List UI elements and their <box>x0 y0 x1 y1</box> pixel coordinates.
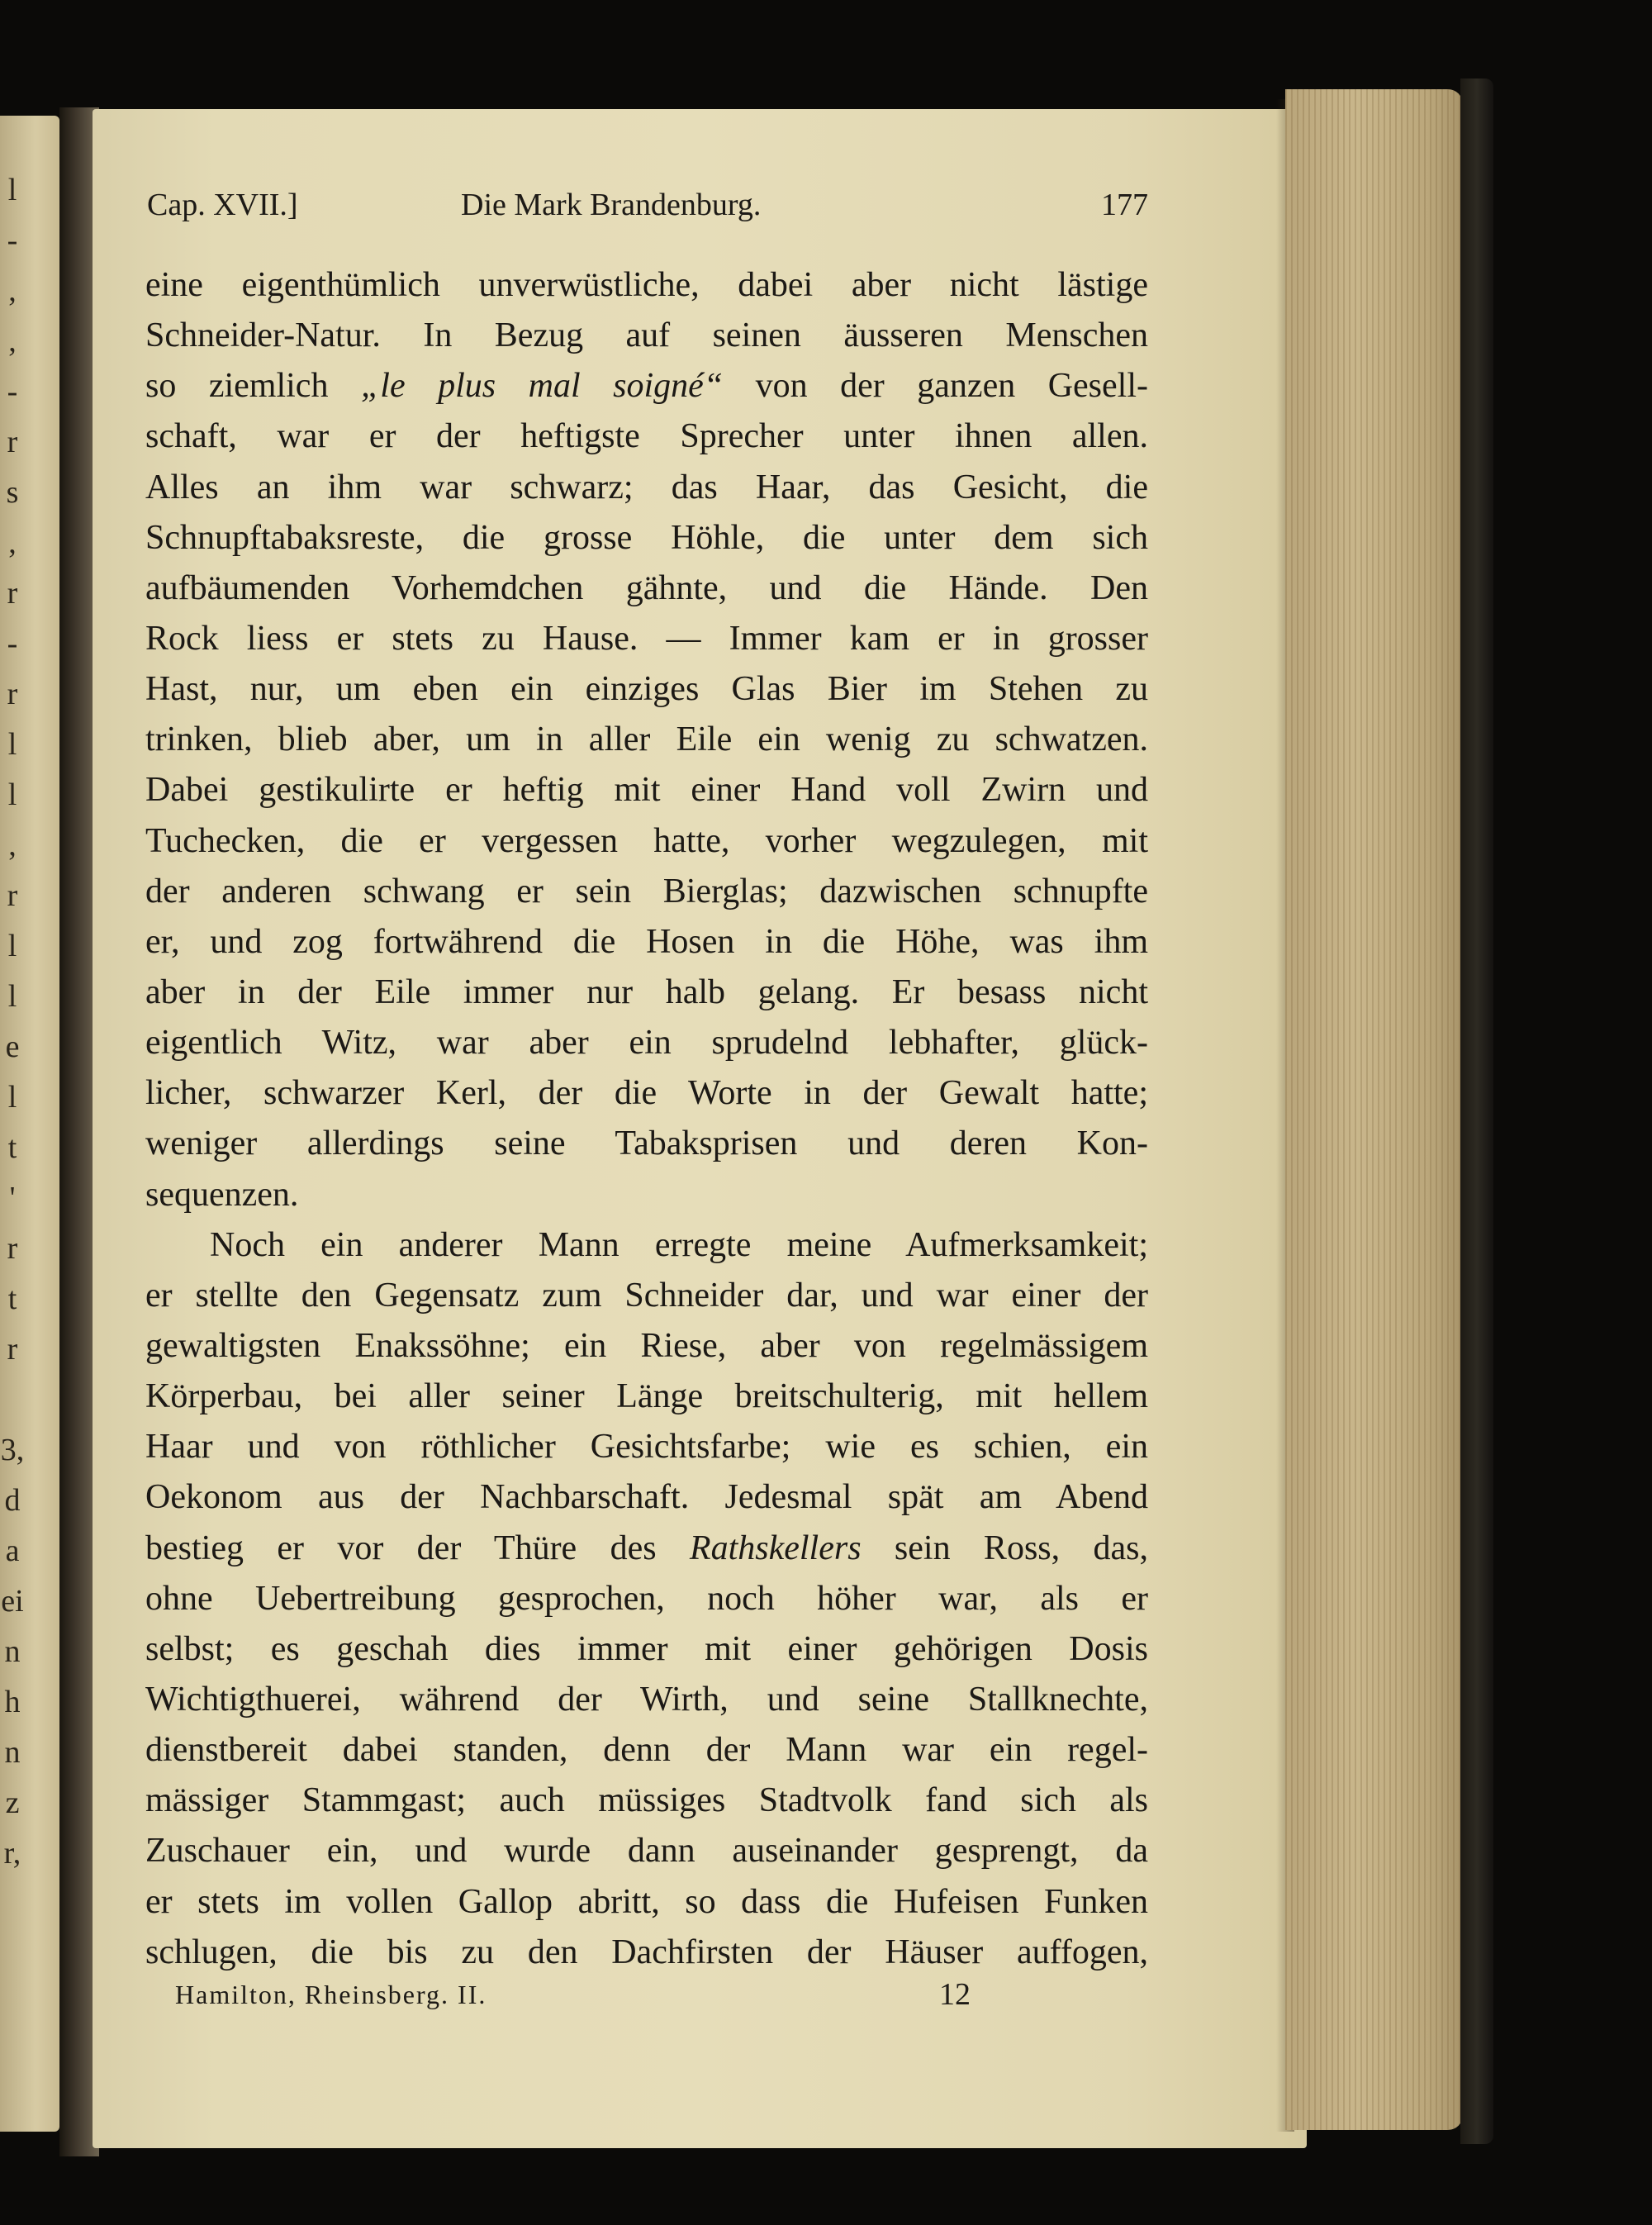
text-segment: von der ganzen Gesell- <box>723 367 1148 406</box>
left-margin-fragment: h <box>4 1685 21 1719</box>
text-line: der anderen schwang er sein Bierglas; dazwischen schnupfte <box>145 872 1148 910</box>
text-line: schlugen, die bis zu den Dachfirsten der Häuser auffogen, <box>145 1933 1148 1971</box>
text-line: aufbäumenden Vorhemdchen gähnte, und die Hände. Den <box>145 568 1148 607</box>
left-page-margin-text <box>0 165 25 1879</box>
left-margin-fragment: z <box>5 1785 20 1820</box>
left-margin-fragment <box>0 1375 25 1425</box>
left-margin-fragment: ' <box>9 1181 16 1215</box>
text-line: aber in der Eile immer nur halb gelang. Er besass nicht <box>145 972 1148 1011</box>
left-margin-fragment: l <box>7 727 17 762</box>
text-line: eigentlich Witz, war aber ein sprudelnd lebhafter, glück- <box>145 1024 1148 1063</box>
body-text <box>145 260 1148 1978</box>
signature-line <box>175 1973 1001 2014</box>
text-segment: so ziemlich <box>145 367 361 406</box>
text-line: Wichtigthuerei, während der Wirth, und seine Stallknechte, <box>145 1680 1148 1719</box>
text-line: Schneider-Natur. In Bezug auf seinen äusseren Menschen <box>145 316 1148 355</box>
text-line: er stellte den Gegensatz zum Schneider dar, und war einer der <box>145 1276 1148 1315</box>
text-segment: bestieg er vor der Thüre des <box>145 1528 690 1567</box>
left-margin-fragment: r <box>7 1332 18 1367</box>
running-title: Die Mark Brandenburg. <box>461 188 762 222</box>
left-margin-fragment: ei <box>1 1584 24 1619</box>
left-margin-fragment: t <box>7 1130 17 1165</box>
text-line: dienstbereit dabei standen, denn der Mann war ein regel- <box>145 1731 1148 1770</box>
left-margin-fragment: r <box>7 425 18 459</box>
text-line: eine eigenthümlich unverwüstliche, dabei aber nicht lästige <box>145 266 1148 304</box>
text-line: Körperbau, bei aller seiner Länge breitschulterig, mit hellem <box>145 1377 1148 1416</box>
text-line: Alles an ihm war schwarz; das Haar, das Gesicht, die <box>145 468 1148 506</box>
text-line: Schnupftabaksreste, die grosse Höhle, die unter dem sich <box>145 518 1148 557</box>
text-line: Oekonom aus der Nachbarschaft. Jedesmal spät am Abend <box>145 1478 1148 1517</box>
text-line: gewaltigsten Enakssöhne; ein Riese, aber von regelmässigem <box>145 1326 1148 1365</box>
left-margin-fragment: s <box>6 475 19 510</box>
left-margin-fragment: l <box>7 173 17 207</box>
text-line: ohne Uebertreibung gesprochen, noch höher war, als er <box>145 1579 1148 1618</box>
text-line: er, und zog fortwährend die Hosen in die Höhe, was ihm <box>145 922 1148 961</box>
text-line: weniger allerdings seine Tabaksprisen und deren Kon- <box>145 1124 1148 1163</box>
left-margin-fragment: - <box>7 223 18 258</box>
text-line: er stets im vollen Gallop abritt, so dass die Hufeisen Funken <box>145 1882 1148 1921</box>
text-line: trinken, blieb aber, um in aller Eile ein wenig zu schwatzen. <box>145 720 1148 759</box>
book-cover-edge <box>1460 78 1493 2144</box>
left-margin-fragment: r <box>7 878 18 913</box>
left-margin-fragment: l <box>7 1080 17 1115</box>
text-line: licher, schwarzer Kerl, der die Worte in der Gewalt hatte; <box>145 1074 1148 1113</box>
text-line: mässiger Stammgast; auch müssiges Stadtvolk fand sich als <box>145 1781 1148 1820</box>
left-margin-fragment: , <box>8 525 17 560</box>
left-margin-fragment: d <box>4 1483 21 1518</box>
left-margin-fragment: r <box>7 1231 18 1266</box>
left-margin-fragment: e <box>5 1029 20 1064</box>
text-line: Haar und von röthlicher Gesichtsfarbe; wie es schien, ein <box>145 1428 1148 1467</box>
stacked-page-edges <box>1285 89 1463 2130</box>
printer-signature: Hamilton, Rheinsberg. II. <box>175 1980 487 2009</box>
text-line: schaft, war er der heftigste Sprecher unter ihnen allen. <box>145 417 1148 456</box>
text-line: Rock liess er stets zu Hause. — Immer kam er in grosser <box>145 619 1148 658</box>
text-line: selbst; es geschah dies immer mit einer gehörigen Dosis <box>145 1629 1148 1668</box>
text-line: Tuchecken, die er vergessen hatte, vorher wegzulegen, mit <box>145 821 1148 860</box>
text-line: Hast, nur, um eben ein einziges Glas Bier im Stehen zu <box>145 670 1148 709</box>
text-line: Zuschauer ein, und wurde dann auseinander gesprengt, da <box>145 1832 1148 1871</box>
left-margin-fragment: - <box>7 626 18 661</box>
left-margin-fragment: t <box>7 1281 17 1316</box>
text-line: Dabei gestikulirte er heftig mit einer Hand voll Zwirn und <box>145 771 1148 810</box>
italic-phrase: Rathskellers <box>689 1528 862 1567</box>
running-header <box>147 178 1148 228</box>
text-line-with-italic <box>145 1524 1148 1574</box>
left-margin-fragment: n <box>4 1735 21 1770</box>
page-number: 177 <box>1101 188 1148 222</box>
text-line-with-italic <box>145 361 1148 411</box>
italic-phrase: „le plus mal soigné“ <box>360 367 724 406</box>
left-margin-fragment: l <box>7 929 17 963</box>
left-margin-fragment: l <box>7 979 17 1014</box>
left-margin-fragment: n <box>4 1634 21 1669</box>
left-margin-fragment: 3, <box>0 1433 25 1467</box>
left-margin-fragment: , <box>8 324 17 359</box>
left-margin-fragment: l <box>7 777 17 812</box>
left-margin-fragment: a <box>5 1533 20 1568</box>
paragraph-end-line: sequenzen. <box>145 1175 299 1214</box>
left-margin-fragment: , <box>8 273 17 308</box>
paragraph-start-line: Noch ein anderer Mann erregte meine Aufmerksamkeit; <box>210 1225 1148 1264</box>
signature-number: 12 <box>939 1977 971 2012</box>
text-segment: sein Ross, das, <box>861 1528 1148 1567</box>
left-margin-fragment: , <box>8 828 17 863</box>
left-margin-fragment: r <box>7 576 18 611</box>
chapter-label: Cap. XVII.] <box>147 188 298 222</box>
left-margin-fragment: r <box>7 677 18 711</box>
left-margin-fragment: r, <box>3 1836 21 1871</box>
left-margin-fragment: - <box>7 374 18 409</box>
